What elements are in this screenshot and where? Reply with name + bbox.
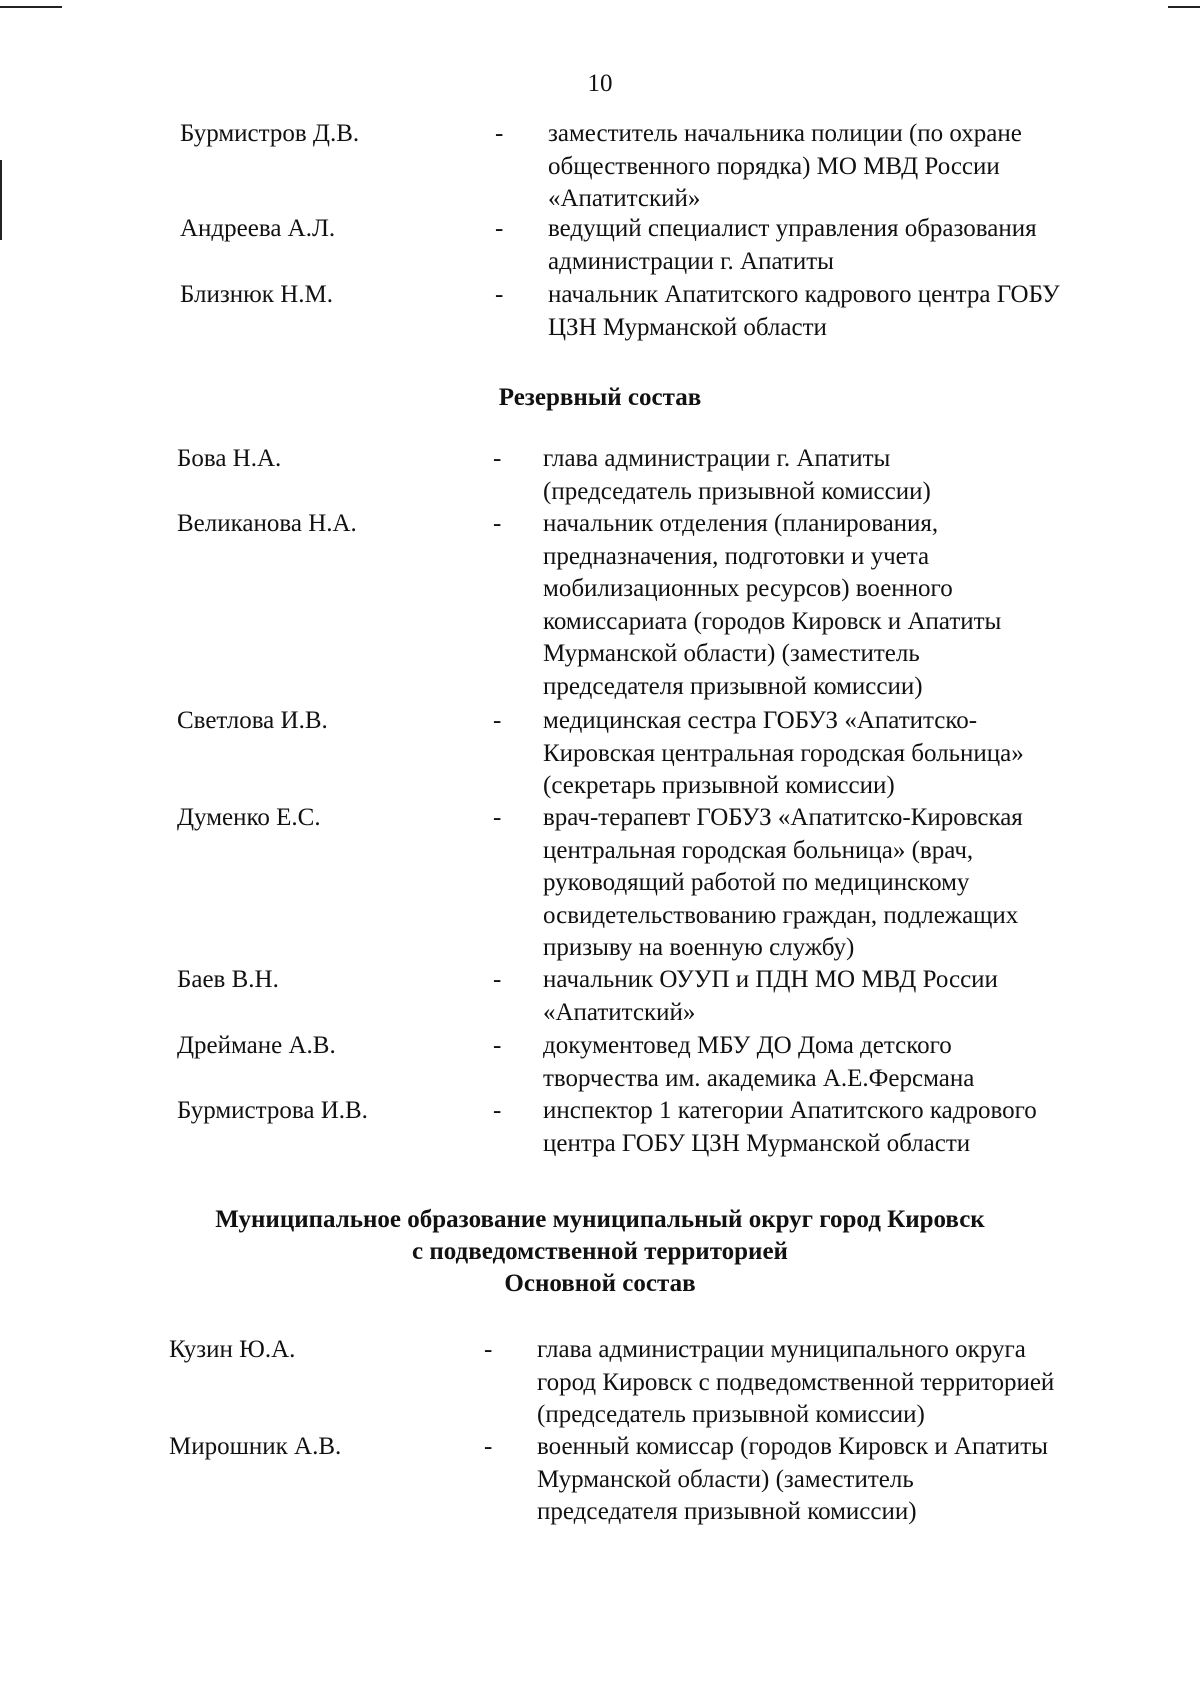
member-name: Кузин Ю.А. xyxy=(169,1336,296,1363)
position-line: руководящий работой по медицинскому xyxy=(543,869,970,896)
kirovsk-section-heading xyxy=(0,1204,1200,1300)
position-line: призыву на военную службу) xyxy=(543,934,855,961)
member-position xyxy=(543,802,1133,965)
heading-line-2: с подведомственной территорией xyxy=(412,1238,788,1265)
position-line: начальник отделения (планирования, xyxy=(543,510,939,537)
dash-separator: - xyxy=(493,445,502,472)
position-line: глава администрации муниципального округа xyxy=(537,1336,1026,1363)
member-name: Бурмистрова И.В. xyxy=(177,1097,368,1124)
position-line: врач-терапевт ГОБУЗ «Апатитско-Кировская xyxy=(543,804,1023,831)
position-line: творчества им. академика А.Е.Ферсмана xyxy=(543,1064,975,1092)
position-line: председателя призывной комиссии) xyxy=(543,672,923,700)
member-name: Бурмистров Д.В. xyxy=(180,120,360,147)
position-line: ЦЗН Мурманской области xyxy=(548,313,827,341)
member-name: Баев В.Н. xyxy=(177,966,279,993)
dash-separator: - xyxy=(493,804,502,831)
position-line: ведущий специалист управления образования xyxy=(548,215,1037,242)
dash-separator: - xyxy=(495,215,504,242)
member-position xyxy=(548,213,1138,278)
position-line: председателя призывной комиссии) xyxy=(537,1498,917,1525)
member-name: Бова Н.А. xyxy=(177,445,282,472)
position-line: мобилизационных ресурсов) военного xyxy=(543,575,953,602)
member-name: Дреймане А.В. xyxy=(177,1032,336,1059)
member-position xyxy=(543,508,1133,703)
position-line: медицинская сестра ГОБУЗ «Апатитско- xyxy=(543,707,978,734)
member-position xyxy=(543,964,1133,1029)
position-line: начальник ОУУП и ПДН МО МВД России xyxy=(543,966,998,993)
member-name: Думенко Е.С. xyxy=(177,804,321,831)
dash-separator: - xyxy=(493,707,502,734)
member-position xyxy=(543,443,1133,508)
position-line: (председатель призывной комиссии) xyxy=(537,1401,925,1428)
position-line: заместитель начальника полиции (по охране xyxy=(548,120,1022,147)
position-line: глава администрации г. Апатиты xyxy=(543,445,891,472)
position-line: (секретарь призывной комиссии) xyxy=(543,772,895,799)
member-position xyxy=(548,279,1138,344)
position-line: Мурманской области) (заместитель xyxy=(543,640,920,667)
dash-separator: - xyxy=(493,1097,502,1124)
member-name: Мирошник А.В. xyxy=(169,1433,342,1460)
dash-separator: - xyxy=(493,966,502,993)
dash-separator: - xyxy=(484,1433,493,1460)
heading-line-1: Муниципальное образование муниципальный округ город Кировск xyxy=(215,1206,985,1233)
position-line: (председатель призывной комиссии) xyxy=(543,477,931,505)
dash-separator: - xyxy=(493,510,502,537)
position-line: предназначения, подготовки и учета xyxy=(543,542,930,570)
position-line: начальник Апатитского кадрового центра ГОБУ xyxy=(548,281,1060,308)
position-line: Кировская центральная городская больница» xyxy=(543,739,1024,767)
position-line: освидетельствованию граждан, подлежащих xyxy=(543,901,1019,929)
member-position xyxy=(543,1095,1133,1160)
scan-artifact-top-left xyxy=(0,6,62,8)
position-line: Мурманской области) (заместитель xyxy=(537,1465,914,1493)
position-line: «Апатитский» xyxy=(543,998,696,1026)
position-line: центральная городская больница» (врач, xyxy=(543,836,974,864)
scan-artifact-top-right xyxy=(1168,6,1200,8)
position-line: военный комиссар (городов Кировск и Апатиты xyxy=(537,1433,1048,1460)
position-line: центра ГОБУ ЦЗН Мурманской области xyxy=(543,1129,971,1157)
member-name: Андреева А.Л. xyxy=(180,215,336,242)
member-position xyxy=(537,1431,1127,1529)
dash-separator: - xyxy=(495,120,504,147)
scan-artifact-left-edge xyxy=(0,160,2,240)
member-position xyxy=(543,1030,1133,1095)
member-name: Великанова Н.А. xyxy=(177,510,357,537)
position-line: город Кировск с подведомственной территорией xyxy=(537,1368,1055,1396)
position-line: «Апатитский» xyxy=(548,185,701,212)
member-name: Светлова И.В. xyxy=(177,707,328,734)
position-line: документовед МБУ ДО Дома детского xyxy=(543,1032,952,1059)
heading-line-3: Основной состав xyxy=(504,1270,696,1297)
member-position xyxy=(548,118,1138,216)
reserve-section-title: Резервный состав xyxy=(498,384,702,411)
member-name: Близнюк Н.М. xyxy=(180,281,333,308)
position-line: общественного порядка) МО МВД России xyxy=(548,152,1000,180)
dash-separator: - xyxy=(493,1032,502,1059)
member-position xyxy=(537,1334,1127,1432)
position-line: инспектор 1 категории Апатитского кадрового xyxy=(543,1097,1037,1124)
page-number: 10 xyxy=(587,70,613,97)
position-line: администрации г. Апатиты xyxy=(548,247,834,275)
position-line: комиссариата (городов Кировск и Апатиты xyxy=(543,607,1002,635)
member-position xyxy=(543,705,1133,803)
dash-separator: - xyxy=(484,1336,493,1363)
dash-separator: - xyxy=(495,281,504,308)
